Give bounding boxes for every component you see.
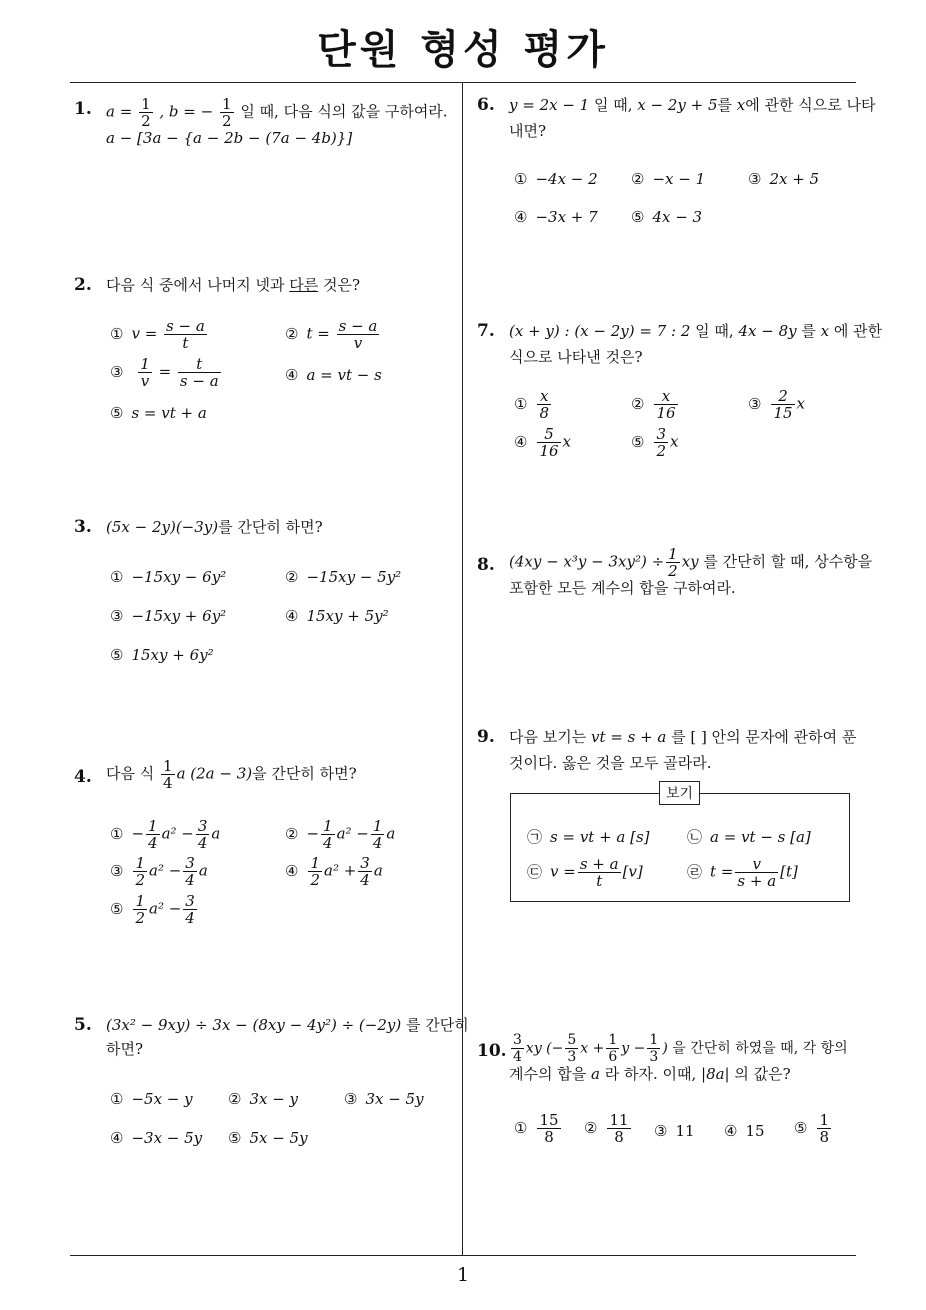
q2-text: 다음 식 중에서 나머지 넷과 [106, 276, 290, 294]
question-number: 7. [477, 321, 495, 341]
q4-choice-5[interactable]: ⑤ $\frac{1}{2}$ a² − $\frac{3}{4}$ [110, 892, 195, 927]
q4-choice-3[interactable]: ③ $\frac{1}{2}$ a² − $\frac{3}{4}$ a [110, 854, 208, 889]
q1-text: 일 때, 다음 식의 값을 구하여라. [240, 102, 448, 121]
q3-choice-2[interactable]: ② −15xy − 5y² [285, 568, 402, 586]
column-divider [462, 82, 463, 1255]
fraction: $\frac{1}{2}$ [141, 95, 151, 130]
question-7: 7. (x + y) : (x − 2y) = 7 : 2 일 때, 4x − 8y 를 x 에 관한 식으로 나타낸 것은? [477, 318, 861, 370]
q6-choice-5[interactable]: ⑤ 4x − 3 [631, 208, 703, 226]
question-number: 9. [477, 727, 495, 747]
q10-choice-3[interactable]: ③ 11 [654, 1122, 695, 1140]
question-6: 6. y = 2x − 1 일 때, x − 2y + 5를 x에 관한 식으로 나타 내면? [477, 92, 861, 144]
q2-choice-3[interactable]: ③ $\frac{1}{v}$ = $\frac{t}{s - a}$ [110, 355, 219, 390]
q5-choice-1[interactable]: ① −5x − y [110, 1090, 193, 1108]
q3-text: 를 간단히 하면? [218, 518, 323, 536]
bogi-item-4[interactable]: ㉣ t = $\frac{v}{s + a}$ [t] [687, 855, 798, 890]
q4-choice-4[interactable]: ④ $\frac{1}{2}$ a² + $\frac{3}{4}$ a [285, 854, 383, 889]
q5-choice-2[interactable]: ② 3x − y [228, 1090, 299, 1108]
bottom-rule [70, 1255, 856, 1256]
q7-choice-5[interactable]: ⑤ $\frac{3}{2}$ x [631, 425, 679, 460]
question-9: 9. 다음 보기는 vt = s + a 를 [ ] 안의 문자에 관하여 푼 것이다. 옳은 것을 모두 골라라. [477, 724, 861, 776]
q1-b-label: , b = − [159, 102, 214, 121]
q2-underlined-word: 다른 [289, 276, 319, 294]
question-4: 4. 다음 식 $\frac{1}{4}$ a (2a − 3)을 간단히 하면? [74, 757, 357, 792]
question-number: 8. [477, 555, 495, 575]
fraction: $\frac{1}{2}$ [221, 95, 232, 130]
q10-text-line2: 계수의 합을 a 라 하자. 이때, |8a| 의 값은? [509, 1065, 791, 1083]
question-number: 1. [74, 99, 92, 119]
q10-choice-1[interactable]: ① $\frac{15}{8}$ [514, 1111, 559, 1146]
q5-expression: (3x² − 9xy) ÷ 3x − (8xy − 4y²) ÷ (−2y) [106, 1016, 402, 1034]
q5-choice-5[interactable]: ⑤ 5x − 5y [228, 1129, 308, 1147]
bogi-label: 보기 [659, 781, 700, 805]
q5-choice-4[interactable]: ④ −3x − 5y [110, 1129, 203, 1147]
top-rule [70, 82, 856, 83]
q2-choice-1[interactable]: ① v = $\frac{s - a}{t}$ [110, 317, 205, 352]
question-number: 6. [477, 95, 495, 115]
q3-choice-5[interactable]: ⑤ 15xy + 6y² [110, 646, 214, 664]
q1-a-label: a = [106, 102, 133, 121]
question-2 [74, 272, 454, 298]
question-number: 2. [74, 275, 92, 295]
q5-text: 를 간단히 [401, 1016, 469, 1034]
question-number: 5. [74, 1015, 92, 1035]
q7-text-line2: 식으로 나타낸 것은? [509, 348, 643, 366]
q10-choice-5[interactable]: ⑤ $\frac{1}{8}$ [794, 1111, 829, 1146]
question-number: 10. [477, 1041, 507, 1061]
q7-choice-3[interactable]: ③ $\frac{2}{15}$ x [748, 387, 806, 422]
question-8: 8. (4xy − x³y − 3xy²) ÷ $\frac{1}{2}$ xy 를 간단히 할 때, 상수항을 포함한 모든 계수의 합을 구하여라. [477, 546, 861, 601]
q2-text-end: 것은? [318, 276, 361, 294]
bogi-item-3[interactable]: ㉢ v = $\frac{s + a}{t}$ [v] [527, 855, 643, 890]
q5-text-line2: 하면? [106, 1040, 144, 1058]
question-10: 10. $\frac{3}{4}$ xy (− $\frac{5}{3}$ x + $\frac{1}{6}$ y − $\frac{1}{3}$ ) 을 간단히 하였을 때, 각 항의 계수의 합을 a 라 하자. 이때, |8a| 의 값은? [477, 1032, 861, 1087]
q4-choice-2[interactable]: ② − $\frac{1}{4}$ a² − $\frac{1}{4}$ a [285, 817, 396, 852]
q4-text: 다음 식 [106, 764, 160, 783]
q6-choice-3[interactable]: ③ 2x + 5 [748, 170, 820, 188]
q6-choice-4[interactable]: ④ −3x + 7 [514, 208, 598, 226]
bogi-box [510, 786, 850, 902]
q2-choice-2[interactable]: ② t = $\frac{s - a}{v}$ [285, 317, 378, 352]
q8-text-line2: 포함한 모든 계수의 합을 구하여라. [509, 579, 736, 597]
q2-choice-5[interactable]: ⑤ s = vt + a [110, 404, 207, 422]
q10-choice-4[interactable]: ④ 15 [724, 1122, 765, 1140]
q4-choice-1[interactable]: ① − $\frac{1}{4}$ a² − $\frac{3}{4}$ a [110, 817, 221, 852]
q6-choice-2[interactable]: ② −x − 1 [631, 170, 706, 188]
question-1 [74, 96, 454, 151]
q3-choice-3[interactable]: ③ −15xy + 6y² [110, 607, 227, 625]
q7-choice-2[interactable]: ② $\frac{x}{16}$ [631, 387, 676, 422]
bogi-item-2[interactable]: ㉡ a = vt − s [a] [687, 828, 811, 846]
q3-choice-4[interactable]: ④ 15xy + 5y² [285, 607, 389, 625]
question-3 [74, 514, 454, 540]
q7-choice-1[interactable]: ① $\frac{x}{8}$ [514, 387, 549, 422]
q10-choice-2[interactable]: ② $\frac{11}{8}$ [584, 1111, 629, 1146]
q2-choice-4[interactable]: ④ a = vt − s [285, 366, 382, 384]
q3-choice-1[interactable]: ① −15xy − 6y² [110, 568, 227, 586]
q1-expression: a − [3a − {a − 2b − (7a − 4b)}] [106, 129, 353, 147]
page-title: 단원 형성 평가 [317, 27, 609, 73]
q6-choice-1[interactable]: ① −4x − 2 [514, 170, 598, 188]
q7-choice-4[interactable]: ④ $\frac{5}{16}$ x [514, 425, 572, 460]
page-number: 1 [456, 1264, 470, 1286]
question-5 [74, 1012, 469, 1062]
question-number: 3. [74, 517, 92, 537]
q4-expression: a (2a − 3) [176, 764, 253, 783]
bogi-item-1[interactable]: ㉠ s = vt + a [s] [527, 828, 650, 846]
q4-text-end: 을 간단히 하면? [252, 764, 357, 783]
q6-text-line2: 내면? [509, 122, 547, 140]
question-number: 4. [74, 767, 92, 787]
q5-choice-3[interactable]: ③ 3x − 5y [344, 1090, 424, 1108]
q3-expression: (5x − 2y)(−3y) [106, 518, 219, 536]
q9-text-line2: 것이다. 옳은 것을 모두 골라라. [509, 754, 712, 772]
